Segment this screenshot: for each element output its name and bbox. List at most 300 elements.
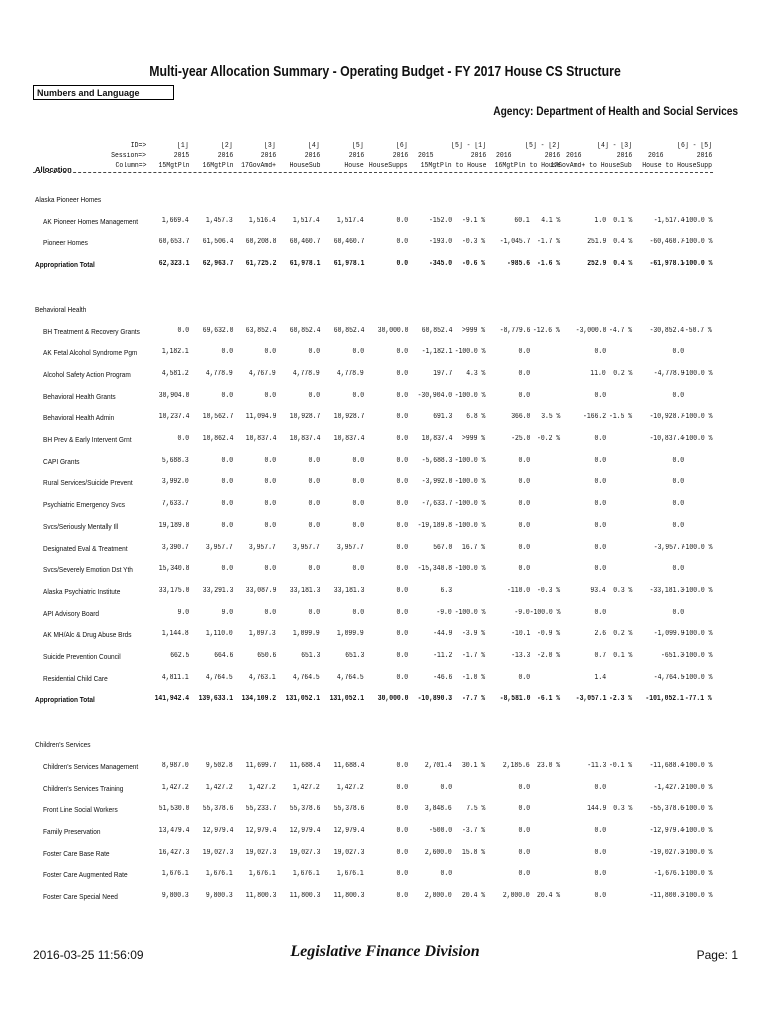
comparison-id: [5] - [2] [525,142,560,150]
total-cell: -100.0 % [681,260,712,269]
table-cell: 12,979.4 [245,826,276,835]
table-cell: 9.0 [177,608,189,617]
table-cell: 10,837.4 [421,435,452,443]
table-cell: 567.0 [432,543,452,552]
table-cell: 16,427.3 [158,848,189,857]
table-cell: -100.0 % [681,369,712,378]
table-cell: 0.0 [396,805,408,814]
allocation-name: BH Prev & Early Intervent Grnt [43,435,132,444]
table-cell: 0.0 [221,565,233,574]
table-cell: 60.1 [514,216,530,225]
table-cell: 11,800.3 [245,892,276,900]
table-cell: 0.0 [352,391,364,400]
table-cell: -4,764.5 [653,673,684,682]
table-cell: -2.0 % [536,652,560,660]
table-cell: 4,764.5 [206,673,233,682]
table-cell: 0.0 [396,348,408,357]
table-cell: 651.3 [344,652,364,660]
table-cell: 30.1 % [461,761,485,770]
table-cell: 0.0 [518,826,530,835]
table-cell: 9,800.3 [206,892,233,900]
table-cell: 0.0 [518,521,530,530]
table-cell: 19,027.3 [245,848,276,857]
table-cell: -1,427.2 [653,783,684,792]
table-cell: -50.7 % [685,326,712,335]
table-cell: 0.2 % [612,630,632,639]
comparison-session-from: 2016 [648,152,664,160]
table-cell: 4,763.1 [249,673,276,682]
allocation-name: Behavioral Health Grants [43,391,116,401]
group-heading: Behavioral Health [35,304,87,314]
total-cell: 61,978.1 [333,260,364,269]
table-cell: 11,094.9 [245,413,276,422]
table-cell: -100.0 % [454,391,485,400]
table-cell: 144.9 [586,805,606,814]
table-cell: -100.0 % [681,870,712,879]
table-cell: >999 % [461,435,485,443]
table-cell: 33,291.3 [202,586,233,595]
table-cell: 0.0 [352,500,364,509]
table-cell: -10,837.4 [649,435,684,443]
total-cell: -3,057.1 [575,695,606,704]
table-cell: 0.0 [352,456,364,465]
table-cell: 3,957.7 [293,543,320,552]
table-cell: 0.0 [396,848,408,857]
table-cell: -100.0 % [681,673,712,682]
table-cell: 10,862.4 [202,435,233,443]
column-name: House [344,162,364,170]
allocation-name: Front Line Social Workers [43,805,118,815]
table-cell: -100.0 % [529,608,560,617]
total-cell: 62,963.7 [202,260,233,269]
table-cell: 1,427.2 [162,783,189,792]
allocation-name: Residential Child Care [43,673,108,683]
table-cell: 0.0 [440,783,452,792]
table-cell: 0.0 [396,391,408,400]
allocation-name: Foster Care Augmented Rate [43,870,128,880]
table-cell: -1,045.7 [499,238,530,247]
table-cell: 0.0 [396,565,408,574]
comparison-session-from: 2015 [418,152,434,160]
column-id: [3] [264,142,276,150]
table-cell: 0.0 [518,456,530,465]
table-cell: 0.0 [672,565,684,574]
table-cell: 55,378.6 [289,805,320,814]
table-cell: 6.8 % [465,413,485,422]
allocation-name: AK Fetal Alcohol Syndrome Pgm [43,348,138,358]
table-cell: 664.6 [213,652,233,660]
table-cell: -19,027.3 [649,848,684,857]
total-cell: -985.6 [506,260,530,269]
table-cell: -55,378.6 [649,805,684,814]
table-cell: 0.0 [672,348,684,357]
table-cell: 0.0 [264,478,276,487]
table-cell: 0.0 [518,783,530,792]
table-cell: 2,000.0 [425,892,452,900]
table-cell: 11,800.3 [289,892,320,900]
report-title: Multi-year Allocation Summary - Operating Budget - FY 2017 House CS Structure [149,63,621,80]
table-cell: 0.0 [518,673,530,682]
table-cell: 0.0 [396,478,408,487]
table-cell: -3.7 % [461,826,485,835]
table-cell: -100.0 % [681,848,712,857]
table-cell: 0.0 [177,326,189,335]
table-cell: 0.0 [396,892,408,900]
allocation-name: Children's Services Training [43,783,124,793]
allocation-name: Family Preservation [43,826,101,836]
table-cell: 60,208.8 [245,238,276,247]
table-cell: -0.1 % [608,761,632,770]
table-cell: -7,633.7 [421,500,452,509]
table-cell: 0.0 [396,521,408,530]
table-cell: 19,027.3 [333,848,364,857]
table-cell: 1,676.1 [162,870,189,879]
table-cell: 0.0 [264,348,276,357]
table-cell: 10,837.4 [289,435,320,443]
table-cell: -100.0 % [681,783,712,792]
table-cell: 0.0 [594,348,606,357]
table-cell: -60,460.7 [649,238,684,247]
table-cell: 0.0 [396,673,408,682]
table-cell: 4,811.1 [162,673,189,682]
table-cell: 0.3 % [612,805,632,814]
allocation-name: Foster Care Base Rate [43,848,110,858]
total-cell: -8,581.0 [499,695,530,704]
table-cell: -100.0 % [681,805,712,814]
table-cell: 691.3 [432,413,452,422]
table-cell: 3,957.7 [206,543,233,552]
table-cell: -0.2 % [536,435,560,443]
table-cell: -25.0 [510,435,530,443]
table-cell: -10.1 [510,630,530,639]
table-cell: -100.0 % [681,543,712,552]
table-cell: -10,928.7 [649,413,684,422]
table-cell: -11.3 [586,761,606,770]
table-cell: -100.0 % [681,892,712,900]
table-cell: 0.0 [352,608,364,617]
table-cell: 0.0 [221,500,233,509]
table-cell: 0.1 % [612,216,632,225]
table-cell: 0.0 [672,500,684,509]
total-cell: 61,725.2 [245,260,276,269]
total-cell: 131,052.1 [329,695,364,704]
table-cell: -3,000.0 [575,326,606,335]
table-cell: 662.5 [169,652,189,660]
table-cell: 30,904.0 [158,391,189,400]
table-cell: 3,992.0 [162,478,189,487]
total-cell: 134,109.2 [241,695,276,704]
table-cell: 1,097.3 [249,630,276,639]
table-cell: 10,237.4 [158,413,189,422]
table-cell: 10,837.4 [333,435,364,443]
table-cell: -15,340.8 [417,565,452,574]
table-cell: 2.6 [594,630,606,639]
table-cell: 30,000.0 [377,326,408,335]
header-row-label: Column=> [115,162,146,170]
appropriation-total-label: Appropriation Total [35,260,95,270]
table-cell: 15.8 % [461,848,485,857]
table-cell: 2,701.4 [425,761,452,770]
table-cell: -1.7 % [536,238,560,247]
table-cell: -3.9 % [461,630,485,639]
table-cell: 8,987.0 [162,761,189,770]
table-cell: 0.0 [518,805,530,814]
table-cell: 0.0 [396,652,408,660]
table-cell: 0.0 [396,500,408,509]
table-cell: 3,390.7 [162,543,189,552]
table-cell: 1,427.2 [337,783,364,792]
table-cell: -100.0 % [681,761,712,770]
column-name: 15MgtPln [158,162,189,170]
table-cell: -193.0 [428,238,452,247]
comparison-name: 17GovAmd+ to HouseSub [550,162,632,170]
column-session: 2016 [304,152,320,160]
table-cell: -166.2 [582,413,606,422]
table-cell: 0.0 [518,500,530,509]
table-cell: 1,427.2 [293,783,320,792]
column-id: [2] [221,142,233,150]
total-cell: 30,000.0 [377,695,408,704]
allocation-name: Alcohol Safety Action Program [43,369,131,379]
table-cell: 0.0 [352,348,364,357]
table-cell: -100.0 % [681,652,712,660]
table-cell: 33,181.3 [333,586,364,595]
table-cell: -1,676.1 [653,870,684,879]
table-cell: 0.0 [672,608,684,617]
allocation-name: Designated Eval & Treatment [43,543,128,553]
table-cell: 0.0 [396,543,408,552]
table-cell: 19,027.3 [202,848,233,857]
total-cell: -1.6 % [536,260,560,269]
comparison-name: House to HouseSupp [642,162,712,170]
table-cell: -9.1 % [461,216,485,225]
table-cell: 0.0 [518,478,530,487]
table-cell: 0.0 [221,456,233,465]
table-cell: -12.6 % [533,326,560,335]
table-cell: 7,633.7 [162,500,189,509]
table-cell: 69,632.0 [202,326,233,335]
table-cell: 1,099.9 [293,630,320,639]
table-cell: 12,979.4 [333,826,364,835]
table-cell: 1,457.3 [206,216,233,225]
table-cell: -100.0 % [681,826,712,835]
table-cell: -30,852.4 [649,326,684,335]
table-cell: 0.0 [594,608,606,617]
allocation-name: BH Treatment & Recovery Grants [43,326,140,336]
table-cell: 0.0 [396,608,408,617]
table-cell: 9,800.3 [162,892,189,900]
table-cell: 0.0 [518,348,530,357]
table-cell: 0.0 [594,783,606,792]
comparison-session-from: 2016 [496,152,512,160]
table-cell: 4,778.9 [337,369,364,378]
table-cell: 20.4 % [536,892,560,900]
total-cell: -10,890.3 [417,695,452,704]
table-cell: 0.0 [594,456,606,465]
table-cell: 63,852.4 [245,326,276,335]
table-cell: -651.3 [660,652,684,660]
allocation-name: Svcs/Seriously Mentally Ill [43,521,119,531]
table-cell: 1,110.0 [206,630,233,639]
table-cell: 0.0 [396,826,408,835]
table-cell: 0.0 [396,435,408,443]
table-cell: 13,479.4 [158,826,189,835]
total-cell: -0.6 % [461,260,485,269]
table-cell: 0.0 [264,565,276,574]
table-cell: 0.0 [594,543,606,552]
group-heading: Children's Services [35,740,91,750]
table-cell: 0.0 [221,521,233,530]
table-cell: 0.0 [594,478,606,487]
table-cell: 0.0 [264,456,276,465]
table-cell: -1,517.4 [653,216,684,225]
table-cell: -0.3 % [461,238,485,247]
column-id: [4] [308,142,320,150]
table-cell: 4,581.2 [162,369,189,378]
column-session: 2015 [173,152,189,160]
table-cell: 60,460.7 [333,238,364,247]
allocation-name: AK Pioneer Homes Management [43,216,139,226]
table-cell: 0.0 [308,456,320,465]
table-cell: 0.2 % [612,369,632,378]
table-cell: 19,189.8 [158,521,189,530]
table-cell: 0.0 [352,565,364,574]
table-cell: -100.0 % [454,608,485,617]
table-cell: -1,182.1 [421,348,452,357]
table-cell: 1,427.2 [249,783,276,792]
total-cell: -345.0 [428,260,452,269]
header-row-label: Session=> [111,152,146,160]
table-cell: 1,517.4 [337,216,364,225]
table-cell: 0.0 [594,892,606,900]
table-cell: 4.1 % [540,216,560,225]
table-cell: -100.0 % [681,413,712,422]
table-cell: 0.0 [396,369,408,378]
table-cell: -4.7 % [608,326,632,335]
table-cell: -0.3 % [536,586,560,595]
table-cell: 1,676.1 [337,870,364,879]
table-cell: 1,517.4 [293,216,320,225]
table-cell: 0.0 [594,565,606,574]
total-cell: -77.1 % [685,695,712,704]
table-cell: 1.0 [594,216,606,225]
table-cell: 0.0 [352,478,364,487]
table-cell: 33,181.3 [289,586,320,595]
table-cell: 366.0 [510,413,530,422]
allocation-name: Pioneer Homes [43,238,88,248]
table-cell: 60,852.4 [421,326,452,335]
table-cell: 7.5 % [465,805,485,814]
table-cell: 0.0 [308,391,320,400]
table-cell: 0.0 [672,391,684,400]
table-cell: 0.0 [264,608,276,617]
total-cell: 61,978.1 [289,260,320,269]
total-cell: -101,052.1 [645,695,684,704]
table-cell: -100.0 % [681,630,712,639]
table-cell: 0.0 [396,238,408,247]
table-cell: 11,800.3 [333,892,364,900]
table-cell: 0.0 [518,391,530,400]
table-cell: 0.0 [221,348,233,357]
comparison-id: [5] - [1] [451,142,486,150]
table-cell: 0.0 [308,478,320,487]
table-cell: 9,502.8 [206,761,233,770]
table-cell: 12,979.4 [202,826,233,835]
table-cell: 0.0 [221,391,233,400]
table-cell: 33,087.9 [245,586,276,595]
table-cell: -44.9 [432,630,452,639]
table-cell: 1,144.8 [162,630,189,639]
column-id: [5] [352,142,364,150]
agency-heading: Agency: Department of Health and Social Services [493,104,738,118]
total-cell: 0.0 [396,260,408,269]
column-session: 2016 [348,152,364,160]
table-cell: 23.0 % [536,761,560,770]
table-cell: 0.0 [396,783,408,792]
total-cell: 0.4 % [612,260,632,269]
table-cell: 0.0 [308,521,320,530]
column-id: [1] [177,142,189,150]
header-underline [33,172,713,173]
table-cell: 4,778.9 [206,369,233,378]
allocation-name: Svcs/Severely Emotion Dst Yth [43,565,133,575]
table-cell: 251.9 [586,238,606,247]
table-cell: 0.0 [264,500,276,509]
table-cell: -1.7 % [461,652,485,660]
table-cell: 55,233.7 [245,805,276,814]
table-cell: -9.0 [514,608,530,617]
allocation-name: API Advisory Board [43,608,100,618]
table-cell: 9.0 [221,608,233,617]
table-cell: 1,676.1 [293,870,320,879]
table-cell: 10,928.7 [289,413,320,422]
allocation-name: AK MH/Alc & Drug Abuse Brds [43,630,132,640]
table-cell: 0.0 [396,761,408,770]
table-cell: 11,688.4 [289,761,320,770]
allocation-name: Psychiatric Emergency Svcs [43,500,126,510]
column-session: 2016 [260,152,276,160]
table-cell: -100.0 % [454,478,485,487]
table-cell: 4,778.9 [293,369,320,378]
table-cell: -3,957.7 [653,543,684,552]
table-cell: -100.0 % [681,586,712,595]
table-cell: 0.0 [396,216,408,225]
table-cell: -1.5 % [608,413,632,422]
table-cell: 0.4 % [612,238,632,247]
table-cell: 0.0 [308,565,320,574]
table-cell: 0.0 [518,369,530,378]
table-cell: -11.2 [432,652,452,660]
table-cell: 0.0 [672,521,684,530]
table-cell: -4,778.9 [653,369,684,378]
table-cell: 0.0 [594,521,606,530]
footer-timestamp: 2016-03-25 11:56:09 [33,948,144,962]
table-cell: 60,653.7 [158,238,189,247]
total-cell: -61,978.1 [649,260,684,269]
table-cell: 0.0 [396,630,408,639]
table-cell: 1,182.1 [162,348,189,357]
appropriation-total-label: Appropriation Total [35,695,95,705]
table-cell: 0.0 [594,391,606,400]
table-cell: 1,099.9 [337,630,364,639]
table-cell: 197.7 [432,369,452,378]
table-cell: 0.0 [518,848,530,857]
comparison-name: 15MgtPln to House [420,162,486,170]
table-cell: -100.0 % [454,500,485,509]
table-cell: 93.4 [590,586,606,595]
table-cell: -12,979.4 [649,826,684,835]
table-cell: 3,848.6 [425,805,452,814]
